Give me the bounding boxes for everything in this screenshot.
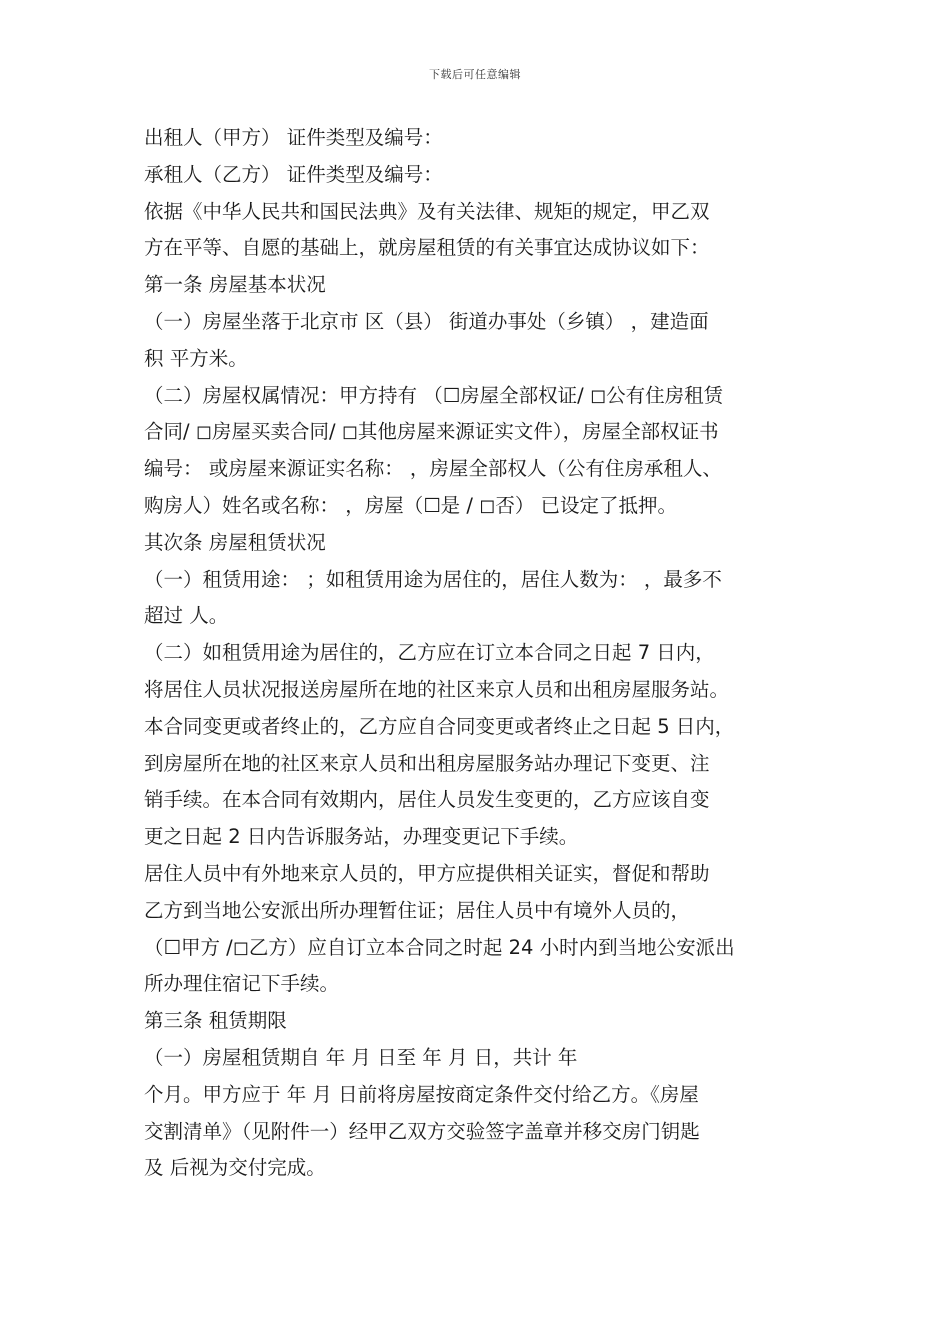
text-line: 购房人）姓名或名称： ，房屋（☐是 / ◻否） 已设定了抵押。 (144, 493, 678, 517)
section-heading: 其次条 房屋租赁状况 (144, 530, 326, 554)
text-line: 编号： 或房屋来源证实名称： ，房屋全部权人（公有住房承租人、 (144, 457, 722, 481)
text-line: 依据《中华人民共和国民法典》及有关法律、规矩的规定，甲乙双 (144, 199, 710, 223)
text-line: 交割清单》（见附件一）经甲乙双方交验签字盖章并移交房门钥匙 (144, 1119, 700, 1143)
text-line: 积 平方米。 (144, 346, 248, 370)
section-heading: 第一条 房屋基本状况 (144, 273, 326, 297)
text-line: 居住人员中有外地来京人员的，甲方应提供相关证实，督促和帮助 (144, 861, 710, 885)
text-line: （一）租赁用途： ；如租赁用途为居住的，居住人数为： ，最多不 (144, 567, 722, 591)
text-line: （一）房屋坐落于北京市 区（县） 街道办事处（乡镇） ，建造面 (144, 309, 709, 333)
text-line: 更之日起 2 日内告诉服务站，办理变更记下手续。 (144, 825, 579, 849)
text-line: 个月。甲方应于 年 月 日前将房屋按商定条件交付给乙方。《房屋 (144, 1082, 699, 1106)
text-line: 到房屋所在地的社区来京人员和出租房屋服务站办理记下变更、注 (144, 751, 710, 775)
page-header-note: 下载后可任意编辑 (429, 68, 521, 81)
text-line: 乙方到当地公安派出所办理暂住证；居住人员中有境外人员的， (144, 898, 691, 922)
text-line: 所办理住宿记下手续。 (144, 972, 340, 996)
text-line: 超过 人。 (144, 604, 229, 628)
text-line: （☐甲方 /◻乙方）应自订立本合同之时起 24 小时内到当地公安派出 (144, 935, 735, 959)
document-body (144, 120, 824, 1187)
text-line: （二）如租赁用途为居住的，乙方应在订立本合同之日起 7 日内， (144, 641, 715, 665)
text-line: 将居住人员状况报送房屋所在地的社区来京人员和出租房屋服务站。 (144, 677, 730, 701)
text-line: 出租人（甲方） 证件类型及编号： (144, 126, 443, 149)
text-line: 合同/ ◻房屋买卖合同/ ◻其他房屋来源证实文件），房屋全部权证书 (144, 420, 719, 444)
text-line: 方在平等、自愿的基础上，就房屋租赁的有关事宜达成协议如下： (144, 236, 710, 260)
text-line: 本合同变更或者终止的，乙方应自合同变更或者终止之日起 5 日内， (144, 714, 735, 738)
text-line: 承租人（乙方） 证件类型及编号： (144, 162, 443, 186)
text-line: （二）房屋权属情况：甲方持有 （☐房屋全部权证/ ◻公有住房租赁 (144, 383, 724, 407)
text-line: 销手续。在本合同有效期内，居住人员发生变更的，乙方应该自变 (144, 788, 710, 812)
text-line: （一）房屋租赁期自 年 月 日至 年 月 日，共计 年 (144, 1045, 578, 1069)
text-line: 及 后视为交付完成。 (144, 1156, 326, 1180)
section-heading: 第三条 租赁期限 (144, 1009, 287, 1033)
